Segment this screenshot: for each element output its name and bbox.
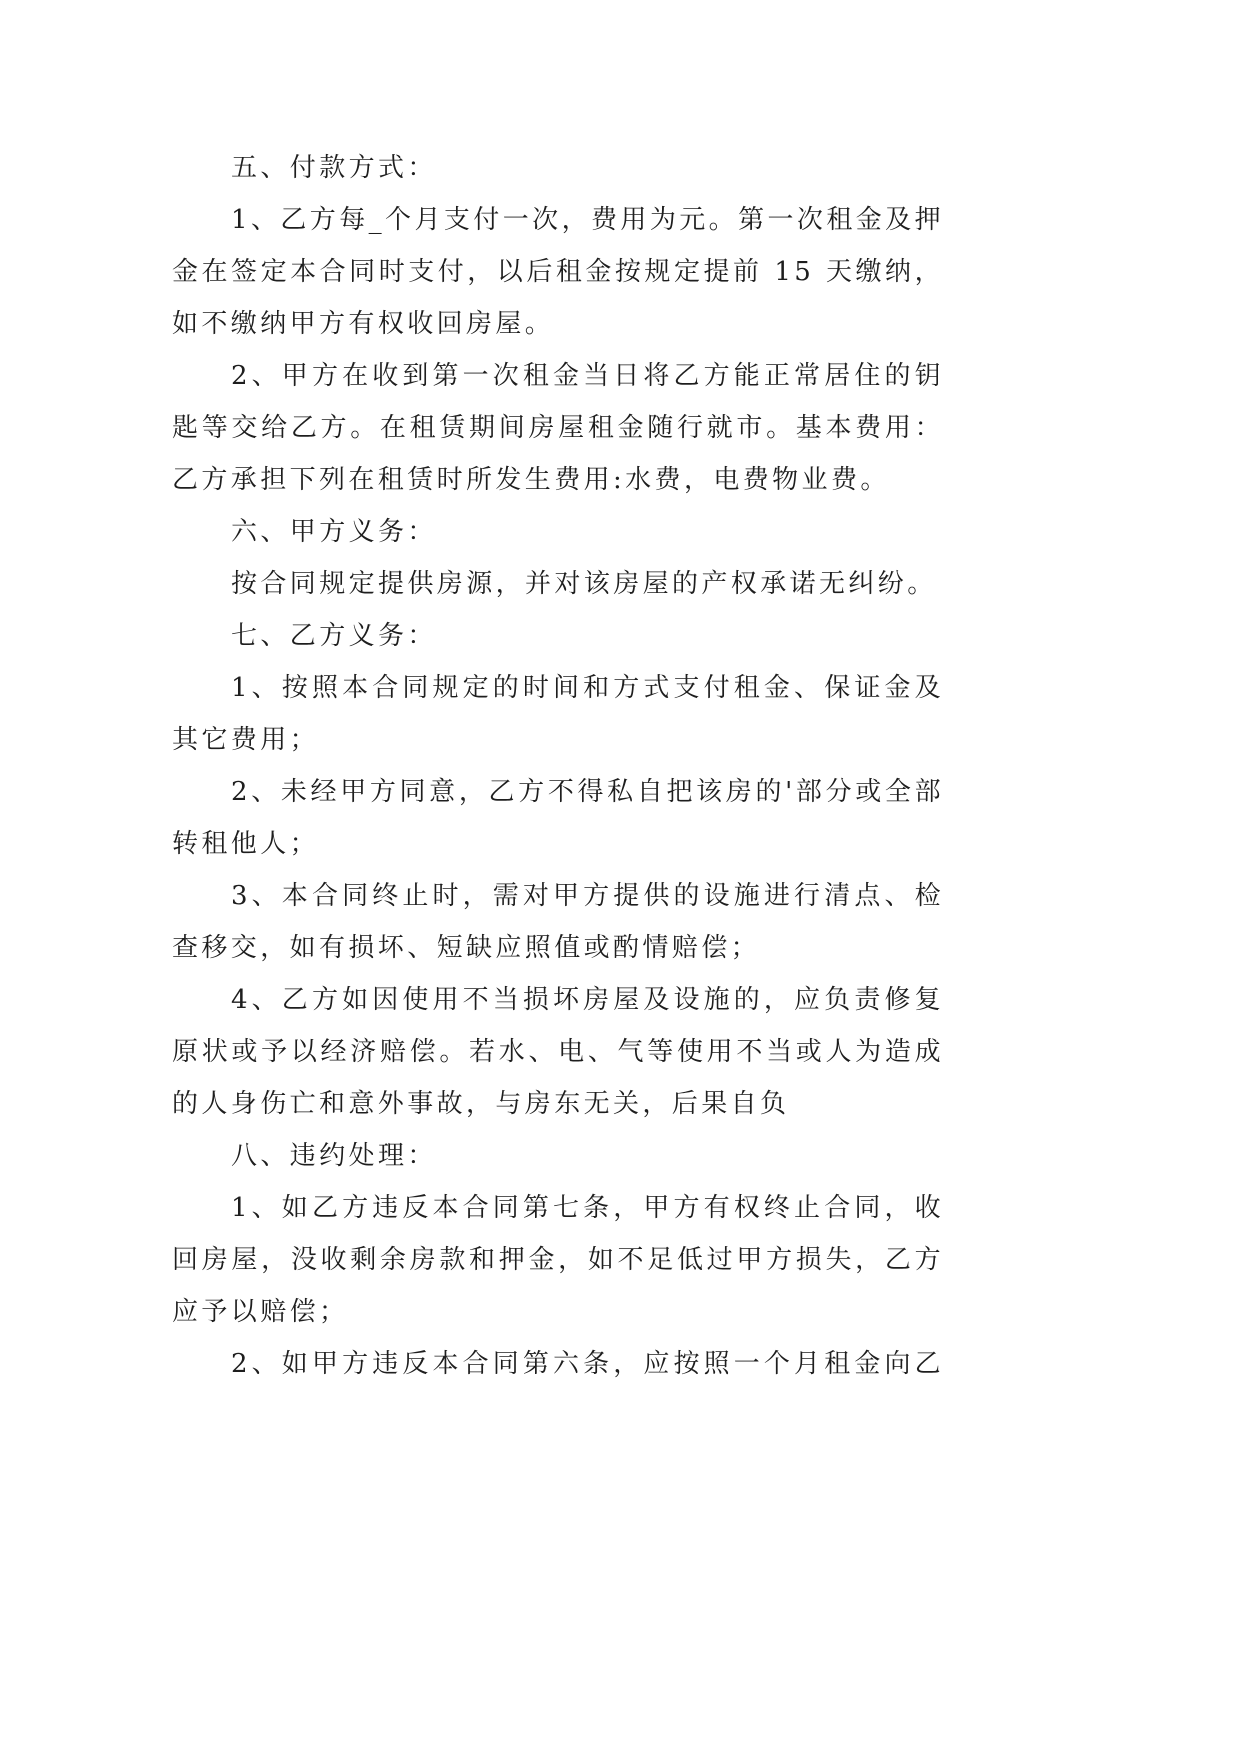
document-body (172, 142, 944, 1390)
clause-line: 1、如乙方违反本合同第七条，甲方有权终止合同，收 (231, 1193, 944, 1223)
clause-line: 匙等交给乙方。在租赁期间房屋租金随行就市。基本费用： (172, 413, 944, 443)
breach-clause-1 (172, 1182, 944, 1338)
clause-line: 金在签定本合同时支付，以后租金按规定提前 15 天缴纳， (172, 257, 944, 287)
payment-clause-2 (172, 350, 944, 506)
section-heading-party-b-obligations: 七、乙方义务： (231, 621, 437, 651)
clause-line: 原状或予以经济赔偿。若水、电、气等使用不当或人为造成 (172, 1037, 944, 1067)
clause-line: 1、乙方每_个月支付一次，费用为元。第一次租金及押 (231, 205, 944, 235)
clause-line: 2、未经甲方同意，乙方不得私自把该房的'部分或全部 (231, 777, 944, 807)
clause-line: 如不缴纳甲方有权收回房屋。 (172, 309, 555, 339)
clause-line: 4、乙方如因使用不当损坏房屋及设施的，应负责修复 (231, 985, 944, 1015)
clause-line: 应予以赔偿； (172, 1297, 349, 1327)
section-heading-breach-handling: 八、违约处理： (231, 1141, 437, 1171)
clause-line: 其它费用； (172, 725, 320, 755)
section-heading-payment-method: 五、付款方式： (231, 153, 437, 183)
party-b-obligation-clause-4 (172, 974, 944, 1130)
payment-clause-1 (172, 194, 944, 350)
party-b-obligation-clause-2 (172, 766, 944, 870)
clause-line: 按合同规定提供房源，并对该房屋的产权承诺无纠纷。 (231, 569, 937, 599)
clause-line: 乙方承担下列在租赁时所发生费用:水费，电费物业费。 (172, 465, 890, 495)
party-b-obligation-clause-3 (172, 870, 944, 974)
clause-line: 2、如甲方违反本合同第六条，应按照一个月租金向乙 (231, 1349, 944, 1379)
clause-line: 1、按照本合同规定的时间和方式支付租金、保证金及 (231, 673, 944, 703)
section-heading-party-a-obligations: 六、甲方义务： (231, 517, 437, 547)
clause-line: 的人身伤亡和意外事故，与房东无关，后果自负 (172, 1089, 790, 1119)
clause-line: 查移交，如有损坏、短缺应照值或酌情赔偿； (172, 933, 761, 963)
clause-line: 3、本合同终止时，需对甲方提供的设施进行清点、检 (231, 881, 944, 911)
clause-line: 2、甲方在收到第一次租金当日将乙方能正常居住的钥 (231, 361, 944, 391)
breach-clause-2 (172, 1338, 944, 1390)
clause-line: 回房屋，没收剩余房款和押金，如不足低过甲方损失，乙方 (172, 1245, 944, 1275)
party-b-obligation-clause-1 (172, 662, 944, 766)
clause-line: 转租他人； (172, 829, 320, 859)
party-a-obligation-clause (172, 558, 944, 610)
